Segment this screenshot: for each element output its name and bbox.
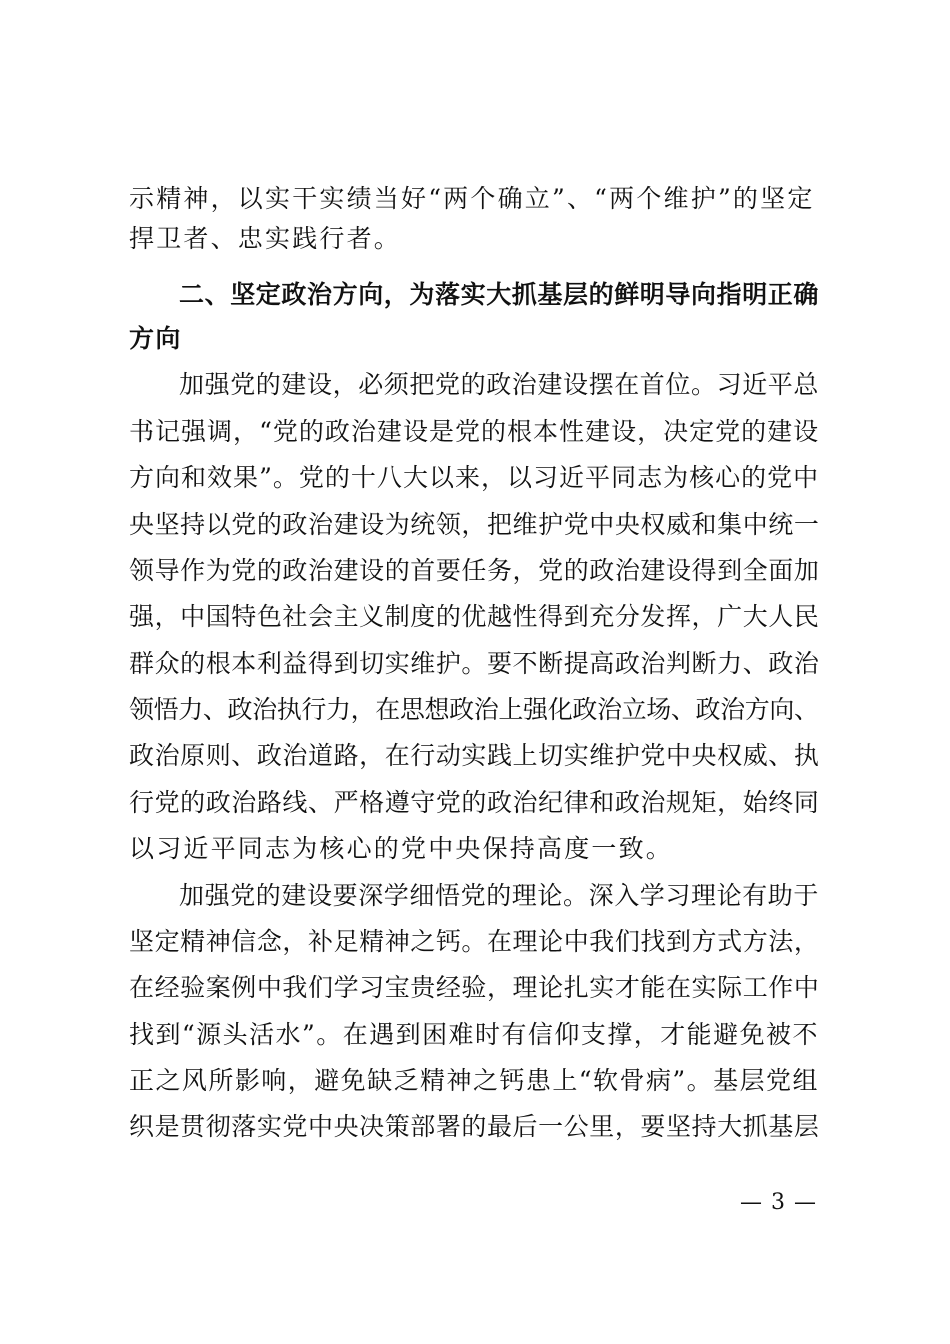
paragraph-first-line: 加强党的建设要深学细悟党的理论。深入学习理论有助于 <box>179 881 820 910</box>
text-line: 方向和效果”。党的十八大以来，以习近平同志为核心的党中 <box>129 463 820 492</box>
section-heading-continuation: 方向 <box>129 324 182 353</box>
text-line: 强，中国特色社会主义制度的优越性得到充分发挥，广大人民 <box>129 602 820 631</box>
text-line: 示精神，以实干实绩当好“两个确立”、“两个维护”的坚定 <box>129 184 815 213</box>
text-line: 捍卫者、忠实践行者。 <box>129 224 402 253</box>
text-line: 在经验案例中我们学习宝贵经验，理论扎实才能在实际工作中 <box>129 973 820 1002</box>
text-line: 正之风所影响，避免缺乏精神之钙患上“软骨病”。基层党组 <box>129 1066 819 1095</box>
text-line: 政治原则、政治道路，在行动实践上切实维护党中央权威、执 <box>129 741 820 770</box>
text-line: 以习近平同志为核心的党中央保持高度一致。 <box>129 834 674 863</box>
text-line: 坚定精神信念，补足精神之钙。在理论中我们找到方式方法， <box>129 927 820 956</box>
text-line: 书记强调，“党的政治建设是党的根本性建设，决定党的建设 <box>129 417 820 446</box>
page-number: — 3 — <box>740 1190 817 1215</box>
text-line: 织是贯彻落实党中央决策部署的最后一公里，要坚持大抓基层 <box>129 1112 820 1141</box>
text-line: 领悟力、政治执行力，在思想政治上强化政治立场、政治方向、 <box>129 695 819 724</box>
text-line: 央坚持以党的政治建设为统领，把维护党中央权威和集中统一 <box>129 510 820 539</box>
text-line: 找到“源头活水”。在遇到困难时有信仰支撑，才能避免被不 <box>129 1020 819 1049</box>
text-line: 行党的政治路线、严格遵守党的政治纪律和政治规矩，始终同 <box>129 788 820 817</box>
paragraph-first-line: 加强党的建设，必须把党的政治建设摆在首位。习近平总 <box>179 370 820 399</box>
text-line: 群众的根本利益得到切实维护。要不断提高政治判断力、政治 <box>129 649 820 678</box>
section-heading: 二、坚定政治方向，为落实大抓基层的鲜明导向指明正确 <box>179 280 820 309</box>
text-line: 领导作为党的政治建设的首要任务，党的政治建设得到全面加 <box>129 556 820 585</box>
